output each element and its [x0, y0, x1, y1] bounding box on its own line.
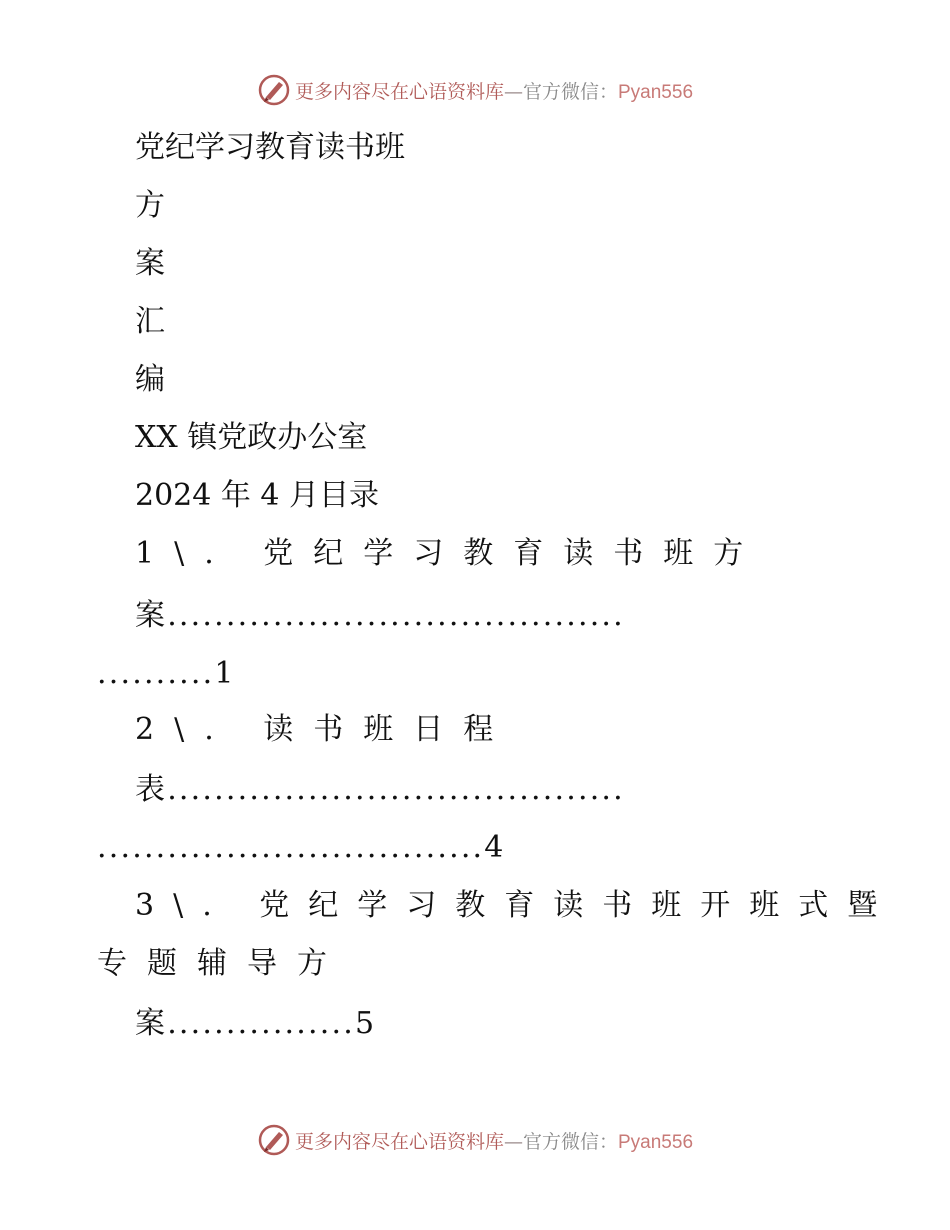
banner-dash: — [503, 80, 523, 103]
banner-main-text: 更多内容尽在心语资料库 [294, 1130, 504, 1153]
toc-entry-3-title: 3\. 党纪学习教育读书班开班式暨 [135, 888, 897, 923]
toc-entry-3-leader: 案................5 [135, 1006, 377, 1041]
pen-logo-icon [257, 73, 291, 107]
doc-title-char-3: 汇 [135, 304, 165, 339]
banner-text [295, 1127, 693, 1154]
banner-dash: — [503, 1130, 523, 1153]
banner-official-label: 官方微信： [522, 80, 618, 103]
banner-text [295, 77, 693, 104]
banner-main-text: 更多内容尽在心语资料库 [294, 80, 504, 103]
toc-entry-1-leader: 案....................................... [135, 598, 625, 633]
banner-wechat-id: Pyan556 [618, 1131, 694, 1153]
toc-entry-1-title: 1\. 党纪学习教育读书班方 [135, 536, 764, 571]
doc-title: 党纪学习教育读书班 [135, 130, 405, 165]
banner-official-label: 官方微信： [522, 1130, 618, 1153]
banner-wechat-id: Pyan556 [618, 81, 694, 103]
pen-logo-icon [257, 1123, 291, 1157]
toc-entry-2-title: 2\. 读书班日程 [135, 712, 514, 747]
doc-title-char-4: 编 [135, 362, 165, 397]
toc-entry-2-leader: 表....................................... [135, 772, 625, 807]
date-and-toc-heading: 2024 年 4 月目录 [135, 478, 380, 513]
watermark-banner-bottom [0, 1120, 950, 1160]
org-name: XX 镇党政办公室 [135, 420, 368, 455]
watermark-banner-top [0, 70, 950, 110]
toc-entry-3-title-cont: 专题辅导方 [97, 946, 347, 981]
doc-title-char-1: 方 [135, 188, 165, 223]
toc-entry-2-page: .................................4 [97, 830, 506, 865]
toc-entry-1-page: ..........1 [97, 656, 236, 691]
doc-title-char-2: 案 [135, 246, 165, 281]
